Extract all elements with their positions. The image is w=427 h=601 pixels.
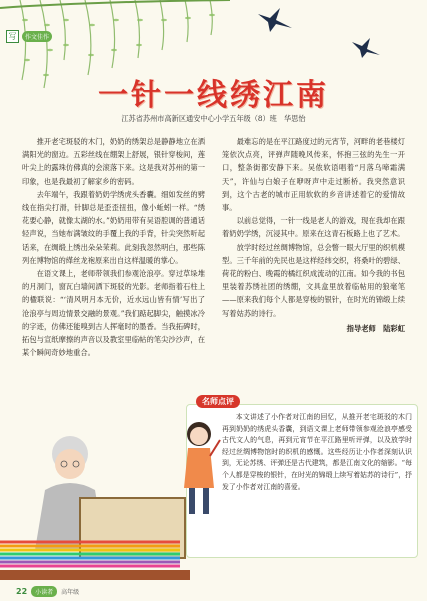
page-footer (16, 586, 79, 597)
paragraph: 在语文课上，老师带领我们参观沧浪亭。穿过草垛堆的月洞门，窗瓦白墙间洒下斑驳的光影。老师指着石柱上的楹联说：“‘清风明月本无价，近水远山皆有情’写出了沧浪亭与周边情景交融的景观。”我们踮起脚尖，触摸冰冷的字迹，仿佛还能嗅到古人挥毫时的墨香。当我拓碑时，拓包与宣纸摩擦的声音以及教室里临帖的笔尖沙沙声，在某个瞬间奇妙地重合。 (22, 269, 205, 358)
girl-illustration (176, 418, 222, 522)
paragraph: 以前总觉得，一针一线是老人的游戏，现在我却在跟着奶奶学绣，沉浸其中。原来在这青石板路上也了艺术。 (222, 216, 405, 239)
embroidery-grandma-illustration (0, 430, 190, 580)
paragraph: 最难忘的是在平江路度过的元宵节，河畔的老巷楼灯笼依次点亮，评弹声随晚风传来，怀抱三弦的先生一开口，整条街都安静下来。吴侬软语唱着“月落乌啼霜满天”，许仙与白娘子在咿呀声中走过断桥。我突然意识到，这个古老的城市正用软软的乡音讲述着它的爱情故事。 (222, 137, 405, 213)
review-tag: 名师点评 (196, 395, 240, 408)
column-tag-label: 作文佳作 (22, 31, 52, 42)
page-number: 22 (16, 587, 28, 596)
article-column-right (222, 135, 405, 335)
article-byline: 江苏省苏州市高新区通安中心小学五年级（8）班 华思怡 (121, 114, 306, 123)
paragraph: 推开老宅斑驳的木门，奶奶的绣架总是静静地立在洒满阳光的窗边。五彩丝线在绷架上舒展，银针穿梭间，莲叶尖上的露珠仿佛真的会滚落下来。这是我对苏州的第一印象，也是我最初了解家乡的密码。 (22, 137, 205, 186)
paragraph: 放学时经过丝绸博物馆，总会瞥一眼大厅里的织机模型。三千年前的先民也是这样经纬交织，将桑叶的碧绿、荷花的粉白、晚霞的橘红织成流动的江南。如今我的书包里装着苏绣社团的绣绷，文具盒里放着临帖用的狼毫笔——原来我们每个人都是穿梭的银针，在时光的锦缎上续写着姑苏的诗行。 (222, 242, 405, 318)
article-title: 一针一线绣江南 (98, 78, 329, 113)
teacher-credit: 指导老师 陆彩虹 (346, 323, 405, 333)
column-tag (6, 30, 52, 43)
review-paragraph: 本文讲述了小作者对江南的回忆，从推开老宅斑驳的木门再到奶奶的绣虎头香囊，到语文课上老师带领参观沧浪亭感受古代文人的气息，再到元宵节在平江路里听评弹，以及放学时经过丝绸博物馆时的织机的感慨。这些经历让小作者深刻认识到，无论苏绣、评弹还是古代建筑，都是江南文化的缩影。“每个人都是穿梭的银针，在时光的锦缎上续写着姑苏的诗行”，抒发了小作者对江南的喜爱。 (222, 413, 412, 491)
review-text (222, 412, 412, 493)
magazine-name: 小读者 (31, 586, 57, 597)
column-tag-icon: 写 (6, 30, 19, 43)
paragraph: 去年端午，我跟着奶奶学绣虎头香囊。细如发丝的劈线在指尖打滑，针脚总是歪歪扭扭，像小蚯蚓一样。“绣花要心静，就像太湖的水。”奶奶用带有吴语腔调的普通话轻声说，当她布满皱纹的手覆上我的手背，针尖突然听起话来，在绸缎上绣出朵朵茉莉。此刻我忽然明白，那些陈列在博物馆的缂丝龙袍原来出自这样温暖的掌心。 (22, 189, 205, 265)
edition-name: 高年级 (61, 589, 80, 596)
